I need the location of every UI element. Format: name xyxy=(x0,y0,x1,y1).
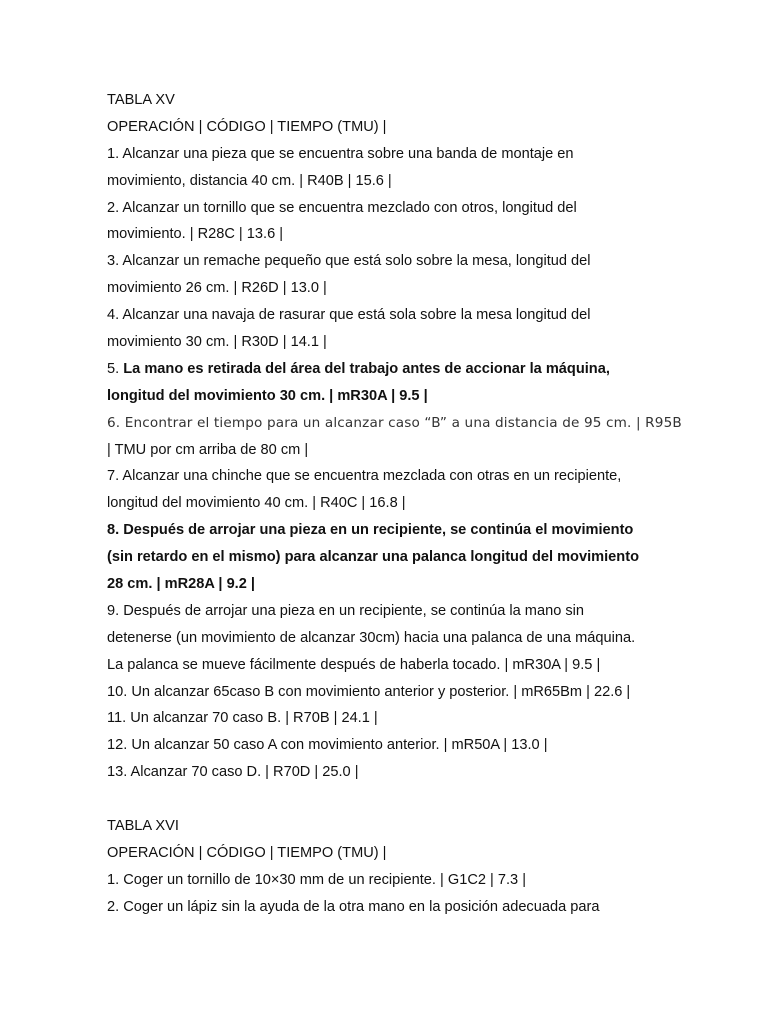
list-item-line: 11. Un alcanzar 70 caso B. | R70B | 24.1 | xyxy=(107,710,378,727)
list-item-bold xyxy=(107,517,667,598)
list-item xyxy=(107,894,667,921)
list-item-line: longitud del movimiento 30 cm. | mR30A | 9.5 | xyxy=(107,387,428,404)
list-item-line: 9. Después de arrojar una pieza en un recipiente, se continúa la mano sin xyxy=(107,602,585,619)
table-xv-header: OPERACIÓN | CÓDIGO | TIEMPO (TMU) | xyxy=(107,118,387,135)
list-item xyxy=(107,732,667,759)
table-xvi-title: TABLA XVI xyxy=(107,818,179,835)
list-item xyxy=(107,679,667,706)
list-item-line: | TMU por cm arriba de 80 cm | xyxy=(107,441,309,458)
table-xv-title: TABLA XV xyxy=(107,92,175,108)
item-number: 5. xyxy=(107,360,124,377)
table-xvi-header: OPERACIÓN | CÓDIGO | TIEMPO (TMU) | xyxy=(107,844,387,861)
list-item xyxy=(107,195,667,249)
list-item-line: 2. Alcanzar un tornillo que se encuentra mezclado con otros, longitud del xyxy=(107,199,577,216)
list-item-line-number xyxy=(107,356,667,383)
list-item-line: movimiento. | R28C | 13.6 | xyxy=(107,226,284,243)
list-item xyxy=(107,302,667,356)
bold-text: La mano es retirada del área del trabajo antes de accionar la máquina, xyxy=(123,360,610,377)
list-item-line: 12. Un alcanzar 50 caso A con movimiento anterior. | mR50A | 13.0 | xyxy=(107,737,548,754)
list-item-line: 3. Alcanzar un remache pequeño que está solo sobre la mesa, longitud del xyxy=(107,253,591,270)
list-item-line: 10. Un alcanzar 65caso B con movimiento anterior y posterior. | mR65Bm | 22.6 | xyxy=(107,683,631,700)
list-item-line: 8. Después de arrojar una pieza en un recipiente, se continúa el movimiento xyxy=(107,522,634,539)
list-item-line: movimiento 26 cm. | R26D | 13.0 | xyxy=(107,280,327,297)
list-item-line: La palanca se mueve fácilmente después de haberla tocado. | mR30A | 9.5 | xyxy=(107,656,601,673)
list-item-line: movimiento 30 cm. | R30D | 14.1 | xyxy=(107,334,327,351)
section-spacer xyxy=(107,786,667,813)
list-item-bold xyxy=(107,356,667,410)
list-item-line: 1. Alcanzar una pieza que se encuentra sobre una banda de montaje en xyxy=(107,145,574,162)
list-item-line: detenerse (un movimiento de alcanzar 30cm) hacia una palanca de una máquina. xyxy=(107,629,636,646)
list-item-line: longitud del movimiento 40 cm. | R40C | 16.8 | xyxy=(107,495,406,512)
list-item xyxy=(107,867,667,894)
list-item xyxy=(107,463,667,517)
list-item-line: (sin retardo en el mismo) para alcanzar una palanca longitud del movimiento xyxy=(107,549,639,566)
document-page xyxy=(107,87,682,921)
list-item-line: 1. Coger un tornillo de 10×30 mm de un recipiente. | G1C2 | 7.3 | xyxy=(107,871,527,888)
list-item-line: 6. Encontrar el tiempo para un alcanzar caso “B” a una distancia de 95 cm. | R95B xyxy=(107,414,682,431)
list-item xyxy=(107,705,667,732)
list-item-line: movimiento, distancia 40 cm. | R40B | 15.6 | xyxy=(107,172,392,189)
table-xvi-section xyxy=(107,813,667,921)
list-item-line: 7. Alcanzar una chinche que se encuentra mezclada con otras en un recipiente, xyxy=(107,468,622,485)
list-item-line: 2. Coger un lápiz sin la ayuda de la otra mano en la posición adecuada para xyxy=(107,898,600,915)
list-item-line: 13. Alcanzar 70 caso D. | R70D | 25.0 | xyxy=(107,764,359,781)
list-item xyxy=(107,141,667,195)
table-xv-section xyxy=(107,87,682,786)
list-item-line: 28 cm. | mR28A | 9.2 | xyxy=(107,576,255,593)
list-item xyxy=(107,759,667,786)
list-item-light xyxy=(107,410,682,464)
list-item-line: 4. Alcanzar una navaja de rasurar que está sola sobre la mesa longitud del xyxy=(107,307,591,324)
list-item xyxy=(107,248,667,302)
list-item xyxy=(107,598,667,679)
